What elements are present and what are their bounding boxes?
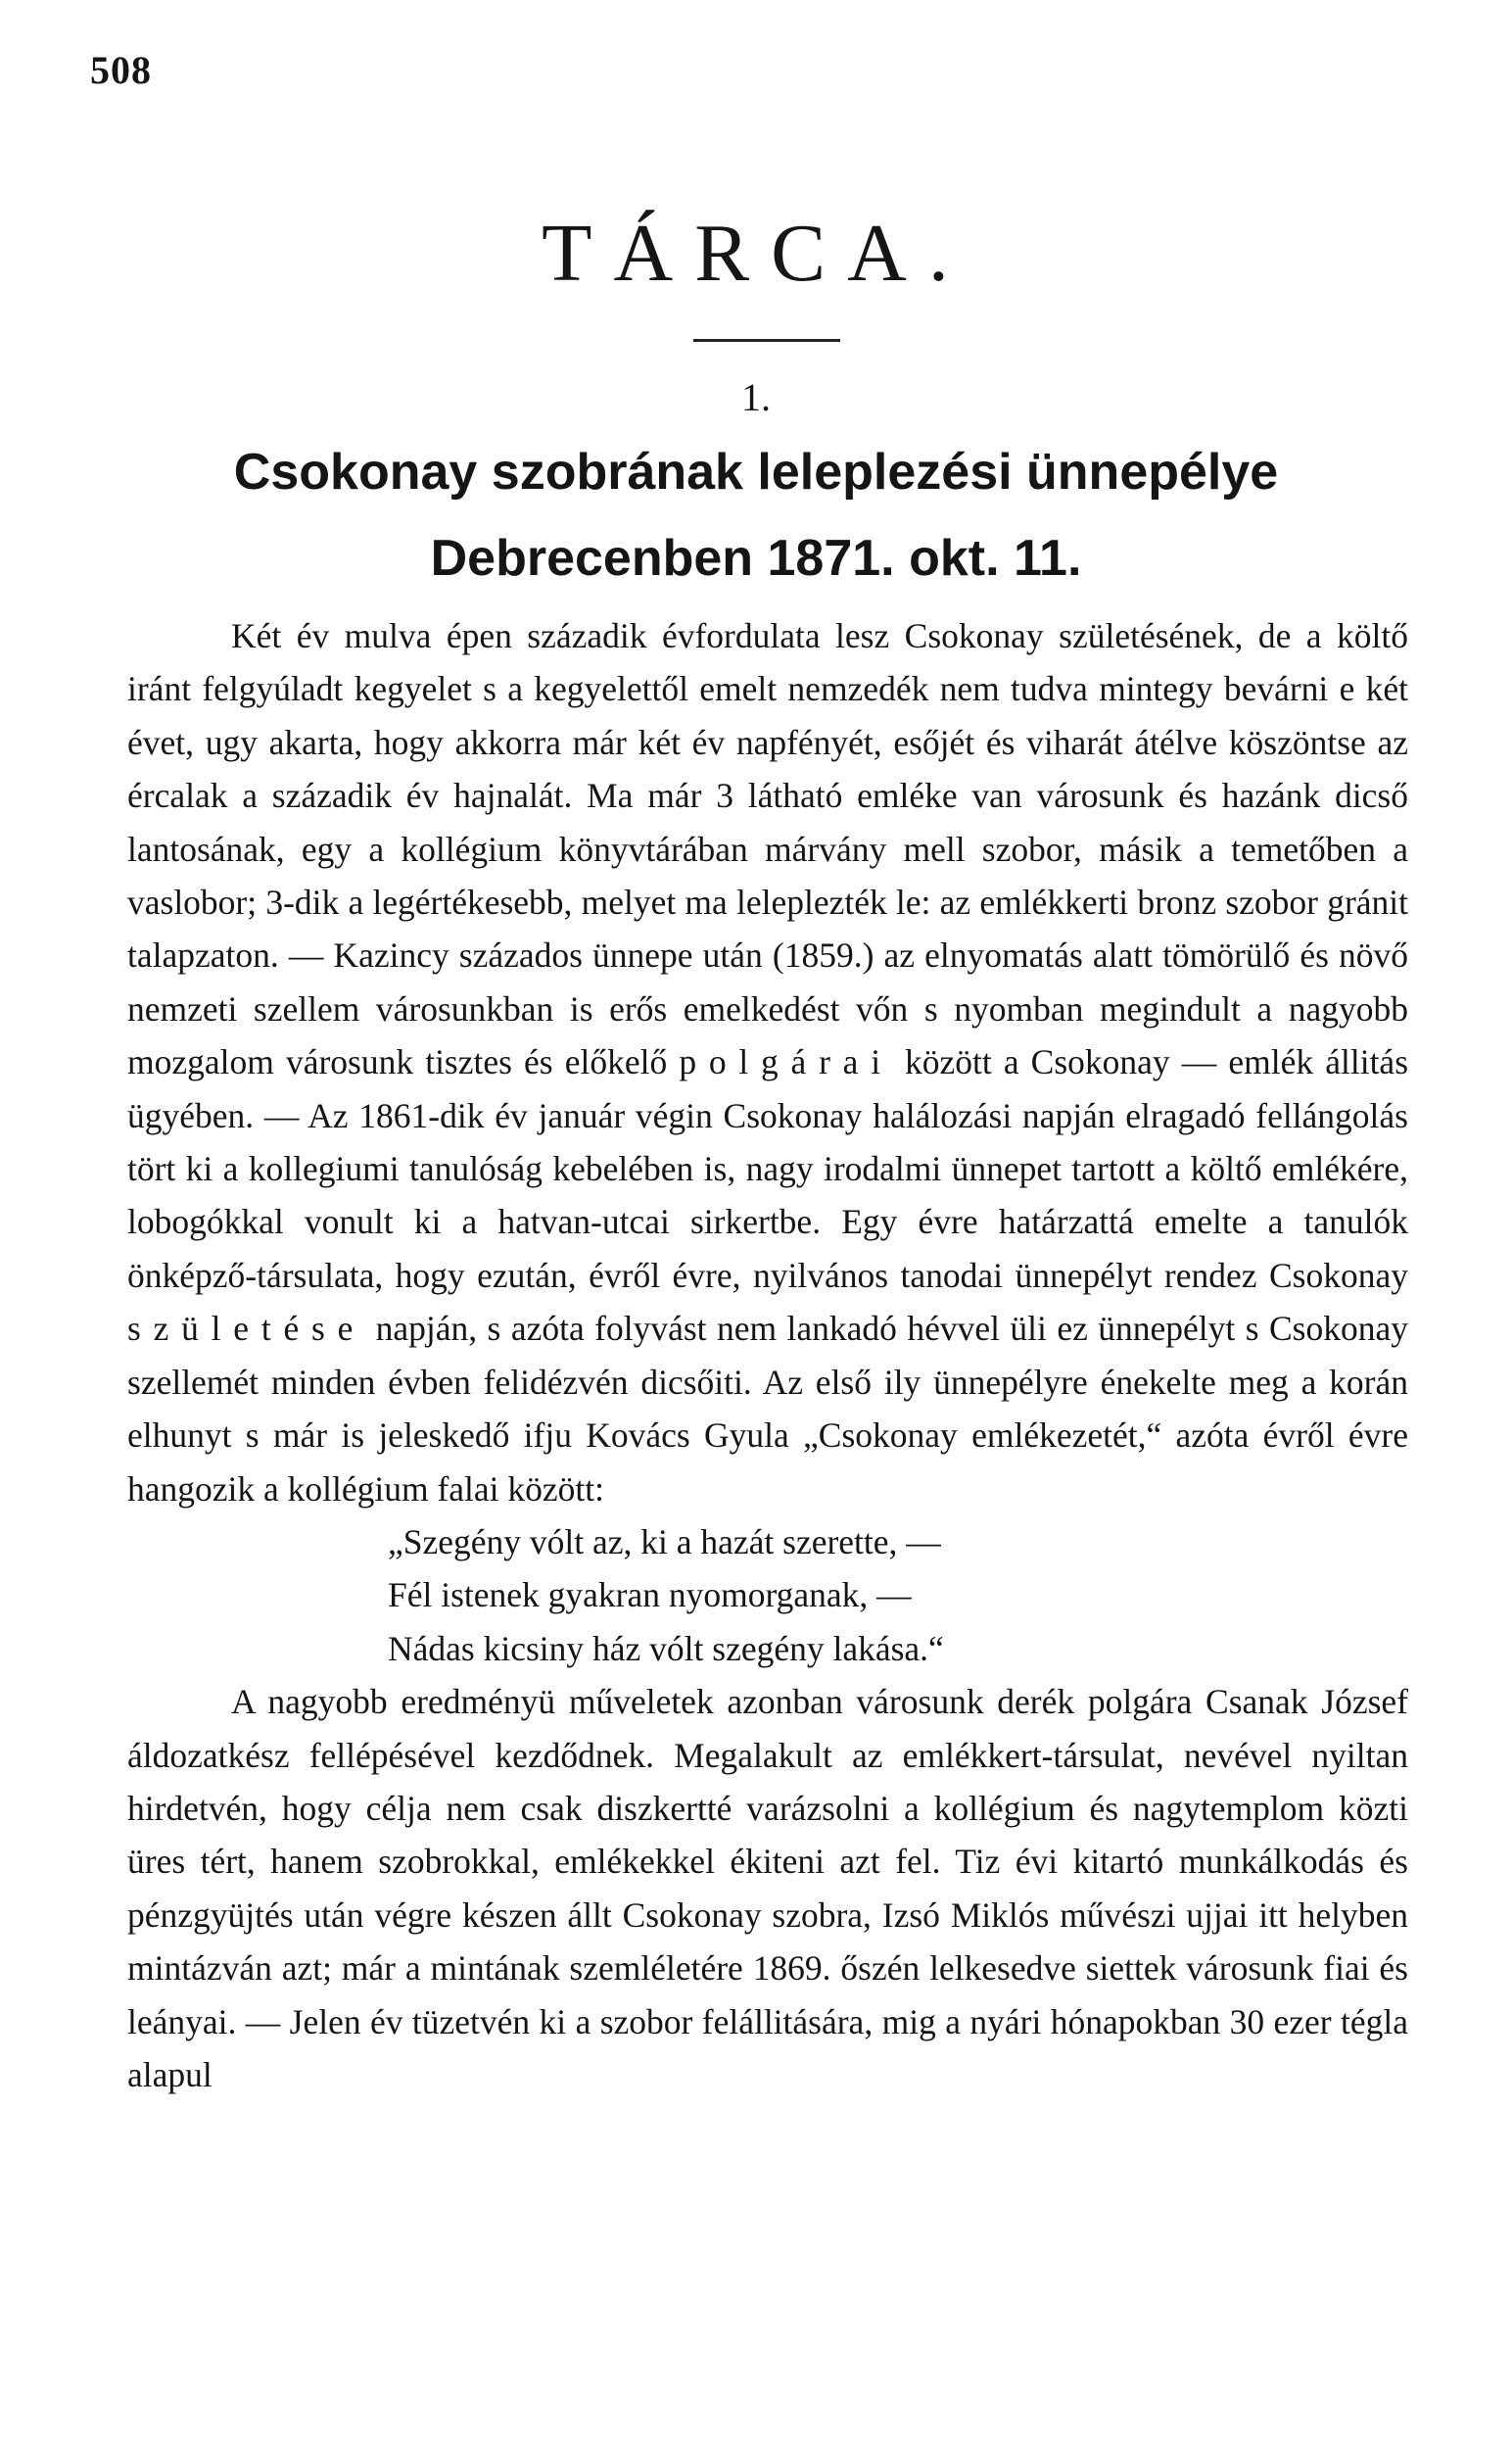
article-number: 1. xyxy=(741,375,771,419)
headline-line-2: Debrecenben 1871. okt. 11. xyxy=(430,530,1082,587)
verse-line-1: „Szegény vólt az, ki a hazát szerette, — xyxy=(388,1521,941,1561)
section-title: TÁRCA. xyxy=(542,208,970,299)
headline-line-1: Csokonay szobrának leleplezési ünnepélye xyxy=(233,444,1279,501)
paragraph-1-text-c: napján, s azóta folyvást nem lankadó hévvel üli ez ünnepélyt s Csokonay szellemét minden évben felidézvén dicsőiti. Az első ily ünnepélyre énekelte meg a korán elhunyt s már is jeleskedő ifju Kovács Gyula „Csokonay emlékezetét,“ azóta évről évre hangozik a kollégium falai között: xyxy=(127,1309,1408,1509)
emphasis-szuletese: születése xyxy=(127,1309,366,1349)
paragraph-2: A nagyobb eredményü műveletek azonban városunk derék polgára Csanak József áldozatkész fellépésével kezdődnek. Megalakult az emlékkert-társulat, nevével nyiltan hirdetvén, hogy célja nem csak diszkertté varázsolni a kollégium és nagytemplom közti üres tért, hanem szobrokkal, emlékekkel ékiteni azt fel. Tiz évi kitartó munkálkodás és pénzgyüjtés után végre készen állt Csokonay szobra, Izsó Miklós művészi ujjai itt helyben mintázván azt; már a mintának szemléletére 1869. őszén lelkesedve siettek városunk fiai és leányai. — Jelen év tüzetvén ki a szobor felállitására, mig a nyári hónapokban 30 ezer tégla alapul xyxy=(127,1682,1408,2094)
verse-line-3: Nádas kicsiny ház vólt szegény lakása.“ xyxy=(388,1628,944,1668)
article-body xyxy=(127,609,1408,2101)
paragraph-1-text-a: Két év mulva épen századik évfordulata lesz Csokonay születésének, de a költő iránt felgyúladt kegyelet s a kegyelettől emelt nemzedék nem tudva mintegy bevárni e két évet, ugy akarta, hogy akkorra már két év napfényét, esőjét és viharát átélve köszöntse az ércalak a századik év hajnalát. Ma már 3 látható emléke van városunk és hazánk dicső lantosának, egy a kollégium könyvtárában márvány mell szobor, másik a temetőben a vaslobor; 3-dik a legértékesebb, melyet ma leleplezték le: az emlékkerti bronz szobor gránit talapzaton. — Kazincy százados ünnepe után (1859.) az elnyomatás alatt tömörülő és növő nemzeti szellem városunkban is erős emelkedést vőn s nyomban megindult a nagyobb mozgalom városunk tisztes és előkelő xyxy=(127,616,1408,1082)
page-number: 508 xyxy=(90,48,152,92)
title-divider xyxy=(693,339,840,342)
paragraph-1-text-b: között a Csokonay — emlék állitás ügyében. — Az 1861-dik év január végin Csokonay halálozási napján elragadó fellángolás tört ki a kollegiumi tanulóság kebelében is, nagy irodalmi ünnepet tartott a költő emlékére, lobogókkal vonult ki a hatvan-utcai sirkertbe. Egy évre határzattá emelte a tanulók önképző-társulata, hogy ezután, évről évre, nyilvános tanodai ünnepélyt rendez Csokonay xyxy=(127,1042,1409,1295)
emphasis-polgarai: polgárai xyxy=(679,1042,893,1082)
verse-quote xyxy=(127,1515,1408,1675)
paragraph-1 xyxy=(127,609,1408,1515)
verse-line-2: Fél istenek gyakran nyomorganak, — xyxy=(388,1575,912,1615)
